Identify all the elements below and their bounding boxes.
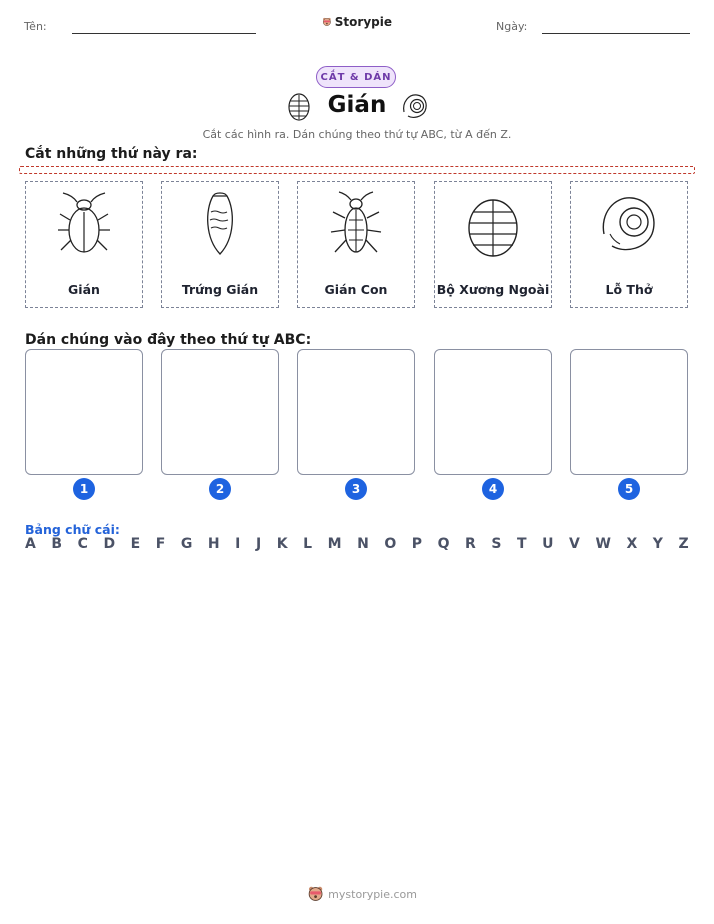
alphabet-letter: B bbox=[51, 536, 63, 552]
alphabet-row bbox=[25, 536, 689, 552]
cut-paste-badge: CẮT & DÁN bbox=[316, 66, 396, 88]
bear-icon bbox=[322, 14, 332, 30]
paste-box-4[interactable] bbox=[434, 349, 552, 475]
alphabet-letter: A bbox=[25, 536, 36, 552]
alphabet-letter: F bbox=[155, 536, 166, 552]
alphabet-letter: P bbox=[411, 536, 423, 552]
alphabet-letter: C bbox=[77, 536, 88, 552]
spiracle-icon bbox=[401, 92, 429, 120]
spiracle-icon bbox=[600, 190, 658, 258]
alphabet-letter: T bbox=[517, 536, 527, 552]
card-label: Gián bbox=[68, 282, 100, 297]
egg-case-icon bbox=[191, 190, 249, 258]
card-label: Gián Con bbox=[324, 282, 388, 297]
instructions: Cắt các hình ra. Dán chúng theo thứ tự ABC, từ A đến Z. bbox=[202, 128, 512, 141]
alphabet-letter: U bbox=[542, 536, 554, 552]
alphabet-letter: J bbox=[255, 536, 262, 552]
footer-link[interactable]: mystorypie.com bbox=[328, 887, 417, 901]
cut-card-egg-case[interactable] bbox=[161, 181, 279, 308]
name-label: Tên: bbox=[24, 20, 47, 33]
paste-heading: Dán chúng vào đây theo thứ tự ABC: bbox=[25, 332, 312, 348]
alphabet-letter: N bbox=[357, 536, 369, 552]
paste-box-2[interactable] bbox=[161, 349, 279, 475]
cut-card-cockroach[interactable] bbox=[25, 181, 143, 308]
cut-heading: Cắt những thứ này ra: bbox=[25, 146, 198, 162]
exoskeleton-icon bbox=[287, 92, 311, 122]
date-line bbox=[542, 33, 690, 34]
cockroach-icon bbox=[55, 190, 113, 258]
alphabet-letter: R bbox=[465, 536, 476, 552]
number-badge-4: 4 bbox=[482, 478, 504, 500]
number-badge-5: 5 bbox=[618, 478, 640, 500]
footer bbox=[307, 884, 417, 904]
alphabet-letter: K bbox=[276, 536, 288, 552]
cut-line bbox=[19, 166, 695, 174]
number-badge-1: 1 bbox=[73, 478, 95, 500]
number-badge-2: 2 bbox=[209, 478, 231, 500]
alphabet-letter: Y bbox=[652, 536, 663, 552]
alphabet-letter: E bbox=[130, 536, 141, 552]
card-label: Trứng Gián bbox=[181, 282, 259, 297]
alphabet-letter: L bbox=[303, 536, 313, 552]
brand-logo bbox=[322, 12, 392, 32]
alphabet-letter: G bbox=[180, 536, 193, 552]
card-label: Bộ Xương Ngoài bbox=[436, 282, 550, 297]
alphabet-letter: M bbox=[327, 536, 342, 552]
paste-box-1[interactable] bbox=[25, 349, 143, 475]
cut-card-nymph[interactable] bbox=[297, 181, 415, 308]
alphabet-title: Bảng chữ cái: bbox=[25, 522, 120, 537]
alphabet-letter: X bbox=[626, 536, 638, 552]
alphabet-letter: D bbox=[103, 536, 116, 552]
bear-icon bbox=[307, 885, 324, 903]
number-badge-3: 3 bbox=[345, 478, 367, 500]
alphabet-letter: O bbox=[384, 536, 397, 552]
date-label: Ngày: bbox=[496, 20, 528, 33]
paste-box-5[interactable] bbox=[570, 349, 688, 475]
cut-card-exoskeleton[interactable] bbox=[434, 181, 552, 308]
alphabet-letter: W bbox=[595, 536, 611, 552]
alphabet-letter: I bbox=[235, 536, 241, 552]
alphabet-letter: Q bbox=[437, 536, 450, 552]
paste-box-3[interactable] bbox=[297, 349, 415, 475]
card-label: Lỗ Thở bbox=[605, 282, 653, 297]
alphabet-letter: V bbox=[569, 536, 580, 552]
alphabet-letter: S bbox=[491, 536, 502, 552]
nymph-icon bbox=[327, 190, 385, 258]
cut-card-spiracle[interactable] bbox=[570, 181, 688, 308]
alphabet-letter: Z bbox=[678, 536, 689, 552]
alphabet-letter: H bbox=[207, 536, 220, 552]
page-title: Gián bbox=[327, 92, 387, 118]
exoskeleton-icon bbox=[464, 190, 522, 258]
brand-name: Storypie bbox=[334, 15, 392, 29]
name-line bbox=[72, 33, 256, 34]
